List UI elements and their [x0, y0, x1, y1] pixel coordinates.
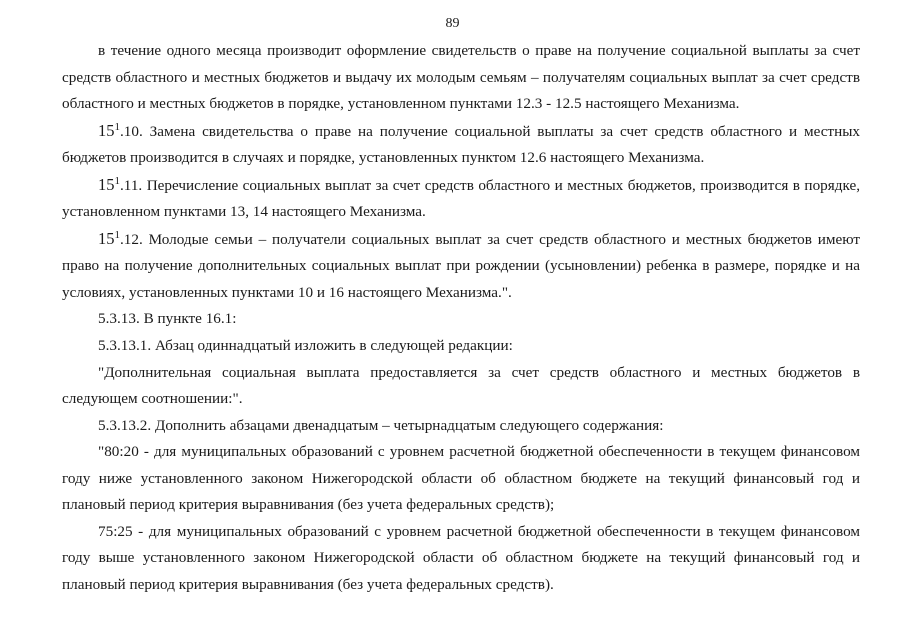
paragraph-continuation	[62, 38, 860, 118]
clause-number-rest: .10.	[120, 122, 143, 140]
document-body	[62, 38, 860, 598]
ratio-80-20-paragraph	[62, 439, 860, 519]
paragraph-text: 5.3.13.1. Абзац одиннадцатый изложить в следующей редакции:	[98, 337, 513, 355]
clause-number-rest: .12.	[120, 230, 143, 248]
item-5-3-13	[62, 306, 860, 333]
quoted-paragraph	[62, 360, 860, 413]
paragraph-text: 75:25 - для муниципальных образований с уровнем расчетной бюджетной обеспеченности в текущем финансовом году выше установленного законом Нижегородской области об областном бюджете на текущий финансовый год и плановый период критерия выравнивания (без учета федеральных средств).	[62, 522, 860, 593]
paragraph-text: "80:20 - для муниципальных образований с уровнем расчетной бюджетной обеспеченности в текущем финансовом году ниже установленного законом Нижегородской области об областном бюджете на текущий финансовый год и плановый период критерия выравнивания (без учета федеральных средств);	[62, 443, 860, 514]
clause-number-rest: .11.	[120, 176, 143, 194]
clause-number: $15^1$	[98, 120, 120, 140]
paragraph-text: Молодые семьи – получатели социальных выплат за счет средств областного и местных бюджетов имеют право на получение дополнительных социальных выплат при рождении (усыновлении) ребенка в размере, порядке и на условиях, установленных пунктами 10 и 16 настоящего Механизма.".	[62, 230, 860, 301]
clause-15-1-12	[62, 226, 860, 307]
item-5-3-13-2	[62, 413, 860, 440]
ratio-75-25-paragraph	[62, 519, 860, 599]
clause-15-1-11	[62, 172, 860, 226]
paragraph-text: Перечисление социальных выплат за счет средств областного и местных бюджетов, производится в порядке, установленном пунктами 13, 14 настоящего Механизма.	[62, 176, 861, 221]
clause-number: $15^1$	[98, 174, 120, 194]
page-number: 89	[445, 16, 460, 31]
clause-15-1-10	[62, 118, 860, 172]
clause-number: $15^1$	[98, 228, 120, 248]
paragraph-text: 5.3.13. В пункте 16.1:	[98, 310, 237, 328]
paragraph-text: "Дополнительная социальная выплата предоставляется за счет средств областного и местных бюджетов в следующем соотношении:".	[62, 363, 860, 408]
paragraph-text: в течение одного месяца производит оформление свидетельств о праве на получение социальной выплаты за счет средств областного и местных бюджетов и выдачу их молодым семьям – получателям социальных выплат за счет средств областного и местных бюджетов в порядке, установленном пунктами 12.3 - 12.5 настоящего Механизма.	[62, 42, 860, 113]
item-5-3-13-1	[62, 333, 860, 360]
paragraph-text: 5.3.13.2. Дополнить абзацами двенадцатым – четырнадцатым следующего содержания:	[98, 416, 664, 434]
paragraph-text: Замена свидетельства о праве на получение социальной выплаты за счет средств областного и местных бюджетов производится в случаях и порядке, установленных пунктом 12.6 настоящего Механизма.	[62, 122, 860, 167]
